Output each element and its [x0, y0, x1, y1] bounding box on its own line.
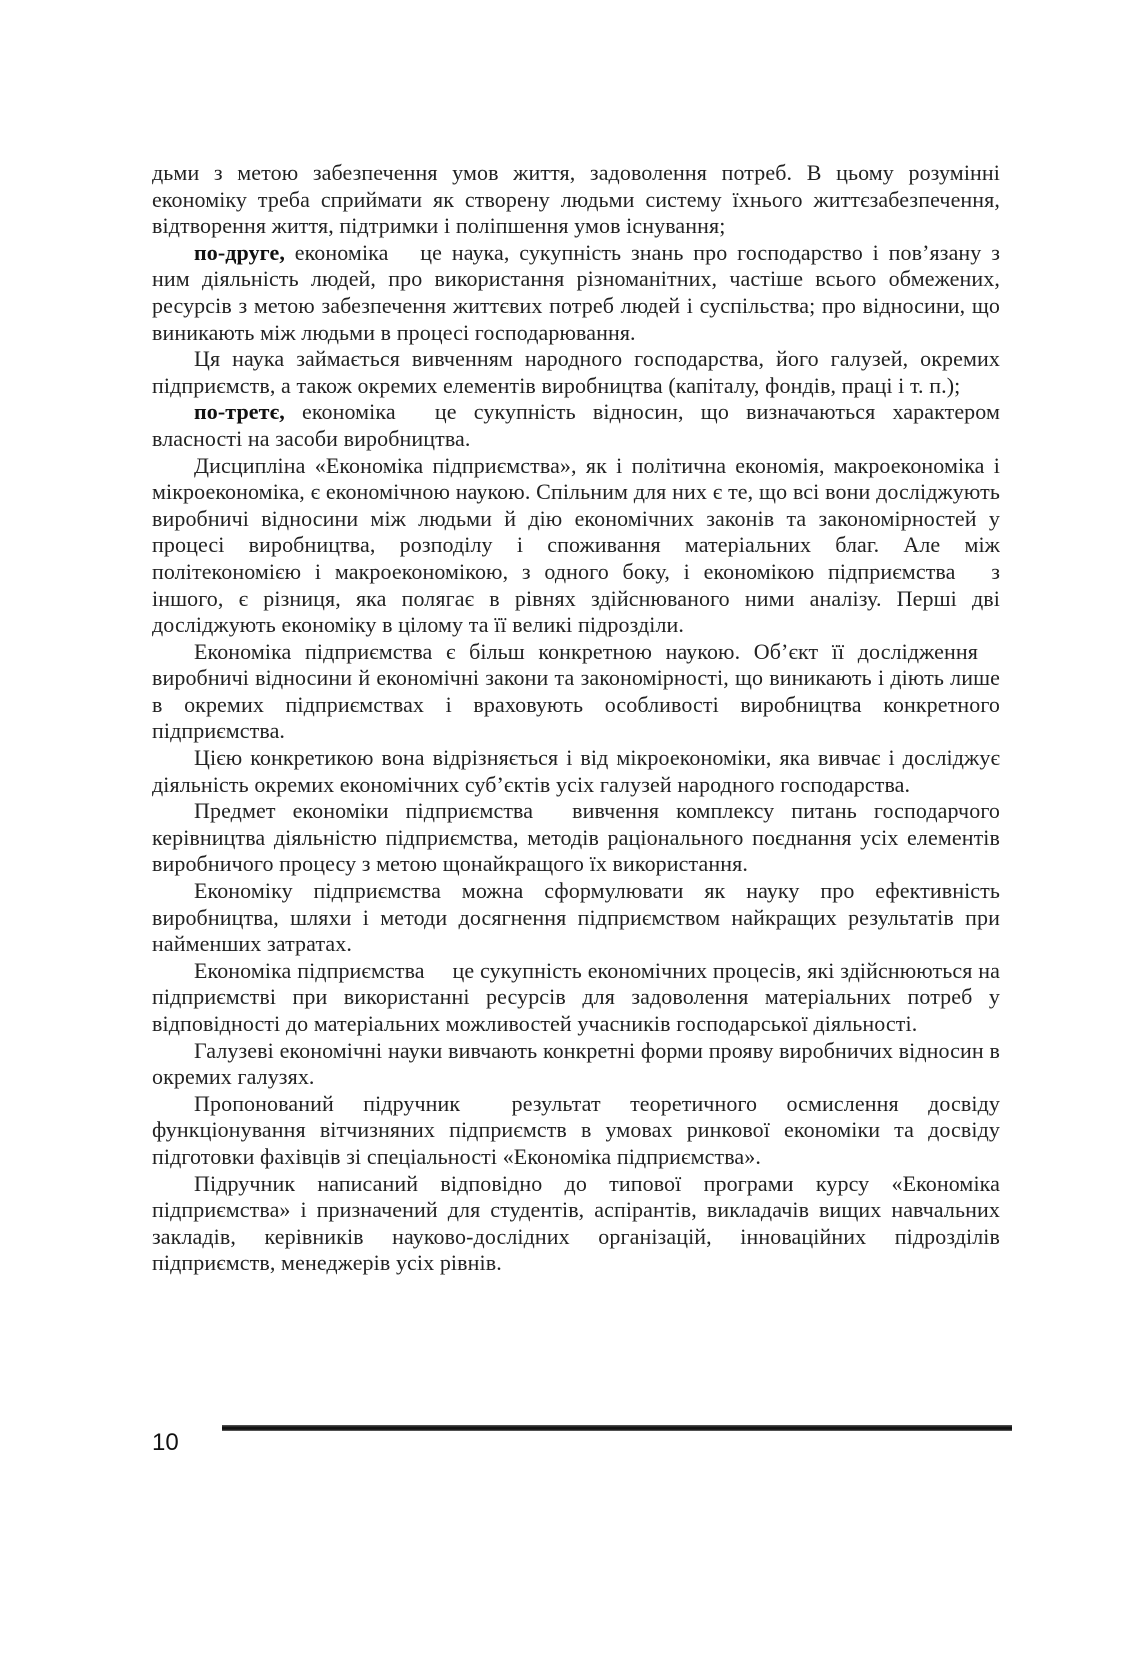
paragraph-10-text-b: це сукупність економічних процесів, які здійснюються на підприємстві при використанні ресурсів для задоволення матеріальних потреб у відповідності до матеріальних можливостей учасників господарської діяльності. — [152, 957, 1000, 1036]
paragraph-10 — [152, 958, 1000, 1038]
paragraph-2-subject: економіка — [284, 239, 389, 265]
paragraph-12-text-a: Пропонований підручник — [194, 1090, 461, 1116]
paragraph-3-text: Ця наука займається вивченням народного господарства, його галузей, окремих підприємств, а також окремих елементів виробництва (капіталу, фондів, праці і т. п.); — [152, 346, 1000, 398]
paragraph-2 — [152, 240, 1000, 346]
paragraph-11 — [152, 1038, 1000, 1091]
paragraph-12 — [152, 1091, 1000, 1171]
paragraph-3 — [152, 346, 1000, 399]
paragraph-5-text-a: Дисципліна «Економіка підприємства», як і політична економія, макроекономіка і мікроекономіка, є економічною наукою. Спільним для них є те, що всі вони досліджують виробничі відносини між людьми й дію економічних законів та закономірностей у процесі виробництва, розподілу і споживання матеріальних благ. Але між політекономією і макроекономікою, з одного боку, і економікою підприємства — [152, 452, 1000, 584]
paragraph-7 — [152, 745, 1000, 798]
paragraph-4-lead: по-третє, — [194, 399, 285, 425]
paragraph-6 — [152, 639, 1000, 745]
paragraph-8 — [152, 798, 1000, 878]
paragraph-6-text-b: виробничі відносини й економічні закони та закономірності, що виникають і діють лише в окремих підприємствах і враховують особливості виробництва конкретного підприємства. — [152, 665, 1000, 744]
paragraph-5 — [152, 453, 1000, 639]
paragraph-4-subject: економіка — [284, 399, 396, 425]
paragraph-4-text: це сукупність відносин, що визначаються характером власності на засоби виробництва. — [152, 399, 1000, 451]
paragraph-4 — [152, 399, 1000, 452]
paragraph-13-text: Підручник написаний відповідно до типової програми курсу «Економіка підприємства» і призначений для студентів, аспірантів, викладачів вищих навчальних закладів, керівників науково-дослідних організацій, інноваційних підрозділів підприємств, менеджерів усіх рівнів. — [152, 1170, 1000, 1276]
body-text — [152, 160, 1000, 1277]
paragraph-9 — [152, 878, 1000, 958]
paragraph-10-text-a: Економіка підприємства — [194, 957, 425, 983]
paragraph-13 — [152, 1171, 1000, 1277]
paragraph-11-text: Галузеві економічні науки вивчають конкретні форми прояву виробничих відносин в окремих галузях. — [152, 1037, 1000, 1090]
paragraph-7-text: Цією конкретикою вона відрізняється і від мікроекономіки, яка вивчає і досліджує діяльність окремих економічних суб’єктів усіх галузей народного господарства. — [152, 745, 1000, 797]
paragraph-8-text-a: Предмет економіки підприємства — [194, 798, 534, 824]
page-number: 10 — [152, 1429, 179, 1456]
page-footer — [152, 1425, 1012, 1465]
paragraph-1-text: дьми з метою забезпечення умов життя, задоволення потреб. В цьому розумінні економіку треба сприймати як створену людьми систему їхнього життєзабезпечення, відтворення життя, підтримки і поліпшення умов існування; — [152, 160, 1000, 239]
paragraph-1 — [152, 160, 1000, 240]
paragraph-2-text: це наука, сукупність знань про господарство і пов’язану з ним діяльність людей, про використання різноманітних, частіше всього обмежених, ресурсів з метою забезпечення життєвих потреб людей і суспільства; про відносини, що виникають між людьми в процесі господарювання. — [152, 239, 1000, 345]
paragraph-9-text: Економіку підприємства можна сформулювати як науку про ефективність виробництва, шляхи і методи досягнення підприємством найкращих результатів при найменших затратах. — [152, 878, 1000, 957]
footer-rule — [222, 1425, 1012, 1431]
paragraph-12-text-b: результат теоретичного осмислення досвіду функціонування вітчизняних підприємств в умовах ринкової економіки та досвіду підготовки фахівців зі спеціальності «Економіка підприємства». — [152, 1090, 1001, 1169]
paragraph-8-text-b: вивчення комплексу питань господарчого керівництва діяльністю підприємства, методів раціонального поєднання усіх елементів виробничого процесу з метою щонайкращого їх використання. — [152, 798, 1000, 877]
paragraph-2-lead: по-друге, — [194, 239, 285, 265]
paragraph-6-text-a: Економіка підприємства є більш конкретною наукою. Об’єкт її дослідження — [194, 638, 978, 664]
paragraph-5-text-b: з іншого, є різниця, яка полягає в рівнях здійснюваного ними аналізу. Перші дві досліджують економіку в цілому та її великі підрозділи. — [152, 558, 1000, 638]
